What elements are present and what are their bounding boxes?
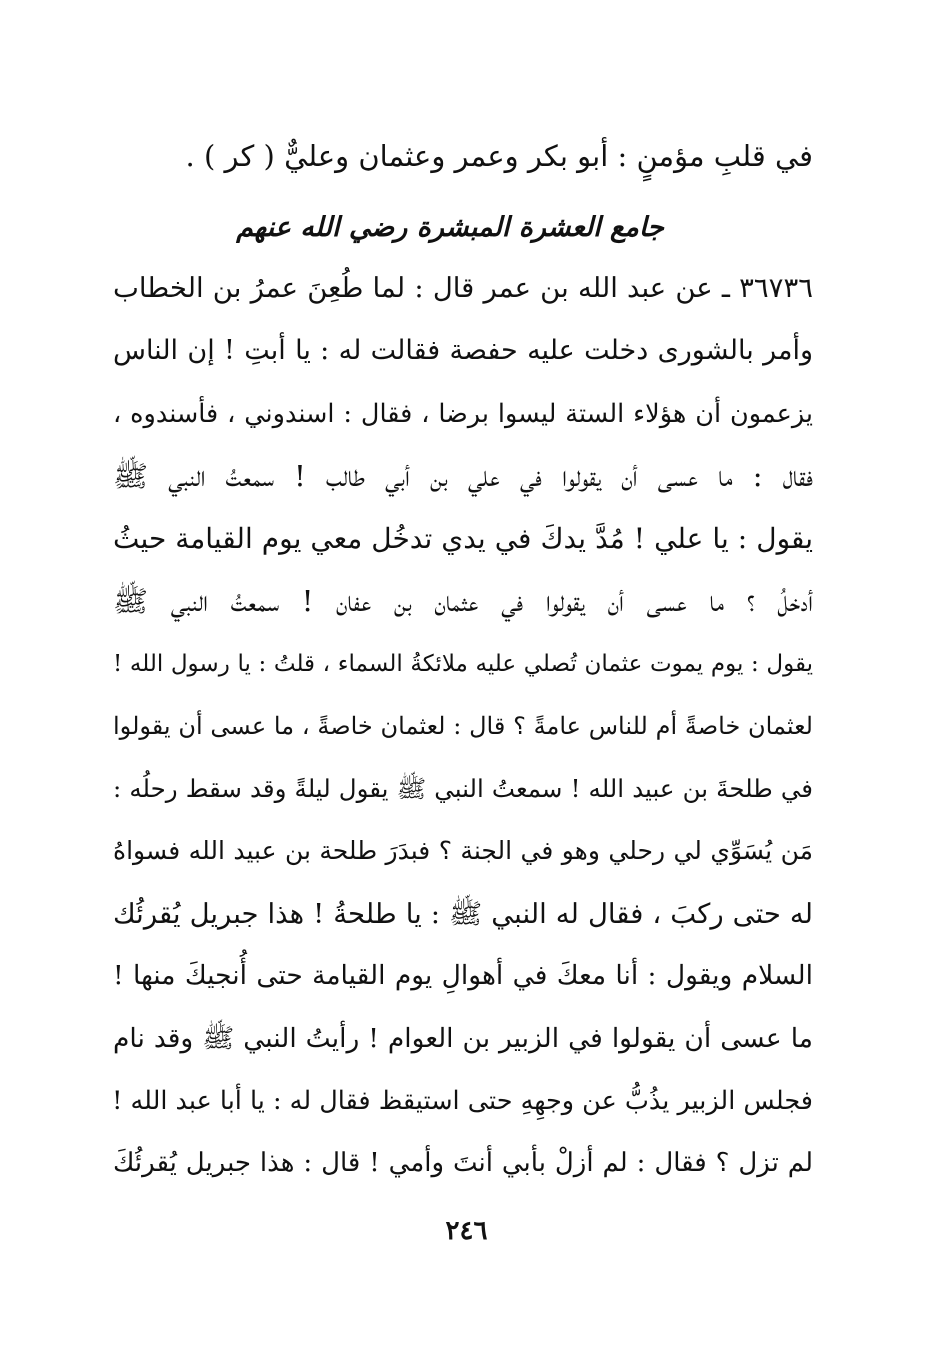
body-line: السلام ويقول : أنا معكَ في أهوالِ يوم القيامة حتى أُنجيكَ منها ! <box>113 960 813 991</box>
body-line: أدخلُ ؟ ما عسى أن يقولوا في عثمان بن عفان ! سمعتُ النبي ﷺ <box>113 584 813 618</box>
body-line: في طلحةَ بن عبيد الله ! سمعتُ النبي ﷺ يقول ليلةً وقد سقط رحلُه : <box>113 774 813 803</box>
body-line: مَن يُسَوِّي لي رحلي وهو في الجنة ؟ فبدَرَ طلحة بن عبيد الله فسواهُ <box>113 836 813 865</box>
page-number: ٢٤٦ <box>445 1216 488 1246</box>
body-line: ٣٦٧٣٦ ـ عن عبد الله بن عمر قال : لما طُعِنَ عمرُ بن الخطاب <box>113 272 813 304</box>
body-line: وأمر بالشورى دخلت عليه حفصة فقالت له : يا أبتِ ! إن الناس <box>113 335 813 366</box>
body-line: يزعمون أن هؤلاء الستة ليسوا برضا ، فقال : اسندوني ، فأسندوه ، <box>113 399 813 429</box>
body-line: فقال : ما عسى أن يقولوا في علي بن أبي طالب ! سمعتُ النبي ﷺ <box>113 459 813 493</box>
top-line: في قلبِ مؤمنٍ : أبو بكر وعمر وعثمان وعليٌّ ( كر ) . <box>185 139 813 173</box>
section-heading: جامع العشرة المبشرة رضي الله عنهم <box>236 212 664 243</box>
body-line: له حتى ركبَ ، فقال له النبي ﷺ : يا طلحةُ ! هذا جبريل يُقرئُك <box>113 898 813 930</box>
body-line: لعثمان خاصةً أم للناس عامةً ؟ قال : لعثمان خاصةً ، ما عسى أن يقولوا <box>113 712 813 740</box>
body-line: يقول : يوم يموت عثمان تُصلي عليه ملائكةُ السماء ، قلتُ : يا رسول الله ! <box>113 651 813 677</box>
body-line: لم تزل ؟ فقال : لم أزلْ بأبي أنتَ وأمي ! قال : هذا جبريل يُقرئُكَ <box>113 1148 813 1178</box>
body-line: فجلس الزبير يذُبُّ عن وجهِهِ حتى استيقظ فقال له : يا أبا عبد الله ! <box>112 1086 813 1116</box>
body-line: ما عسى أن يقولوا في الزبير بن العوام ! رأيتُ النبي ﷺ وقد نام <box>113 1023 813 1054</box>
body-line: يقول : يا علي ! مُدَّ يدكَ في يدي تدخُل معي يوم القيامة حيثُ <box>113 522 813 555</box>
